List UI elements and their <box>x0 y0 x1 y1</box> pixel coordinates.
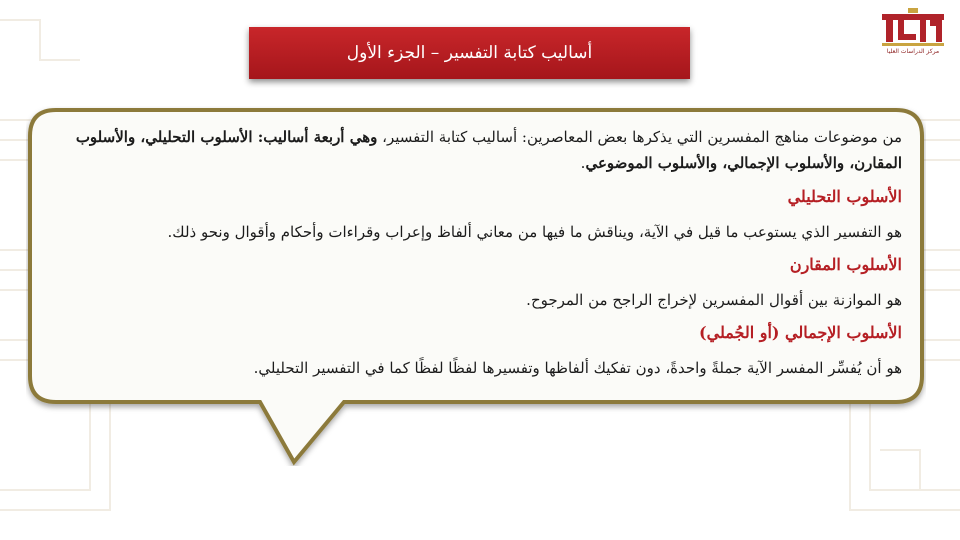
title-banner <box>249 27 690 79</box>
heading-comparative: الأسلوب المقارن <box>789 255 902 274</box>
text-summary: هو أن يُفسِّر المفسر الآية جملةً واحدةً، دون تفكيك ألفاظها وتفسيرها لفظًا لفظًا كما في التفسير التحليلي. <box>253 359 902 377</box>
intro-bold-text: وهي أربعة أساليب: الأسلوب التحليلي، والأسلوب المقارن، والأسلوب الإجمالي، والأسلوب الموضوعي <box>75 128 902 172</box>
heading-summary: الأسلوب الإجمالي (أو الجُملي) <box>699 323 902 342</box>
heading-analytical: الأسلوب التحليلي <box>787 187 902 206</box>
text-comparative: هو الموازنة بين أقوال المفسرين لإخراج الراجح من المرجوح. <box>526 291 902 309</box>
ihkam-logo-icon <box>880 8 946 48</box>
logo-caption: مركز الدراسات العليا <box>886 48 940 55</box>
logo <box>874 4 952 64</box>
intro-end: . <box>580 154 586 172</box>
content <box>70 124 902 390</box>
intro-paragraph <box>70 124 902 176</box>
intro-text: من موضوعات مناهج المفسرين التي يذكرها بعض المعاصرين: أساليب كتابة التفسير، <box>377 128 902 146</box>
slide-title: أساليب كتابة التفسير – الجزء الأول <box>346 43 593 63</box>
text-analytical: هو التفسير الذي يستوعب ما قيل في الآية، ويناقش ما فيها من معاني ألفاظ وإعراب وقراءات وأحكام وأقوال ونحو ذلك. <box>167 223 902 241</box>
